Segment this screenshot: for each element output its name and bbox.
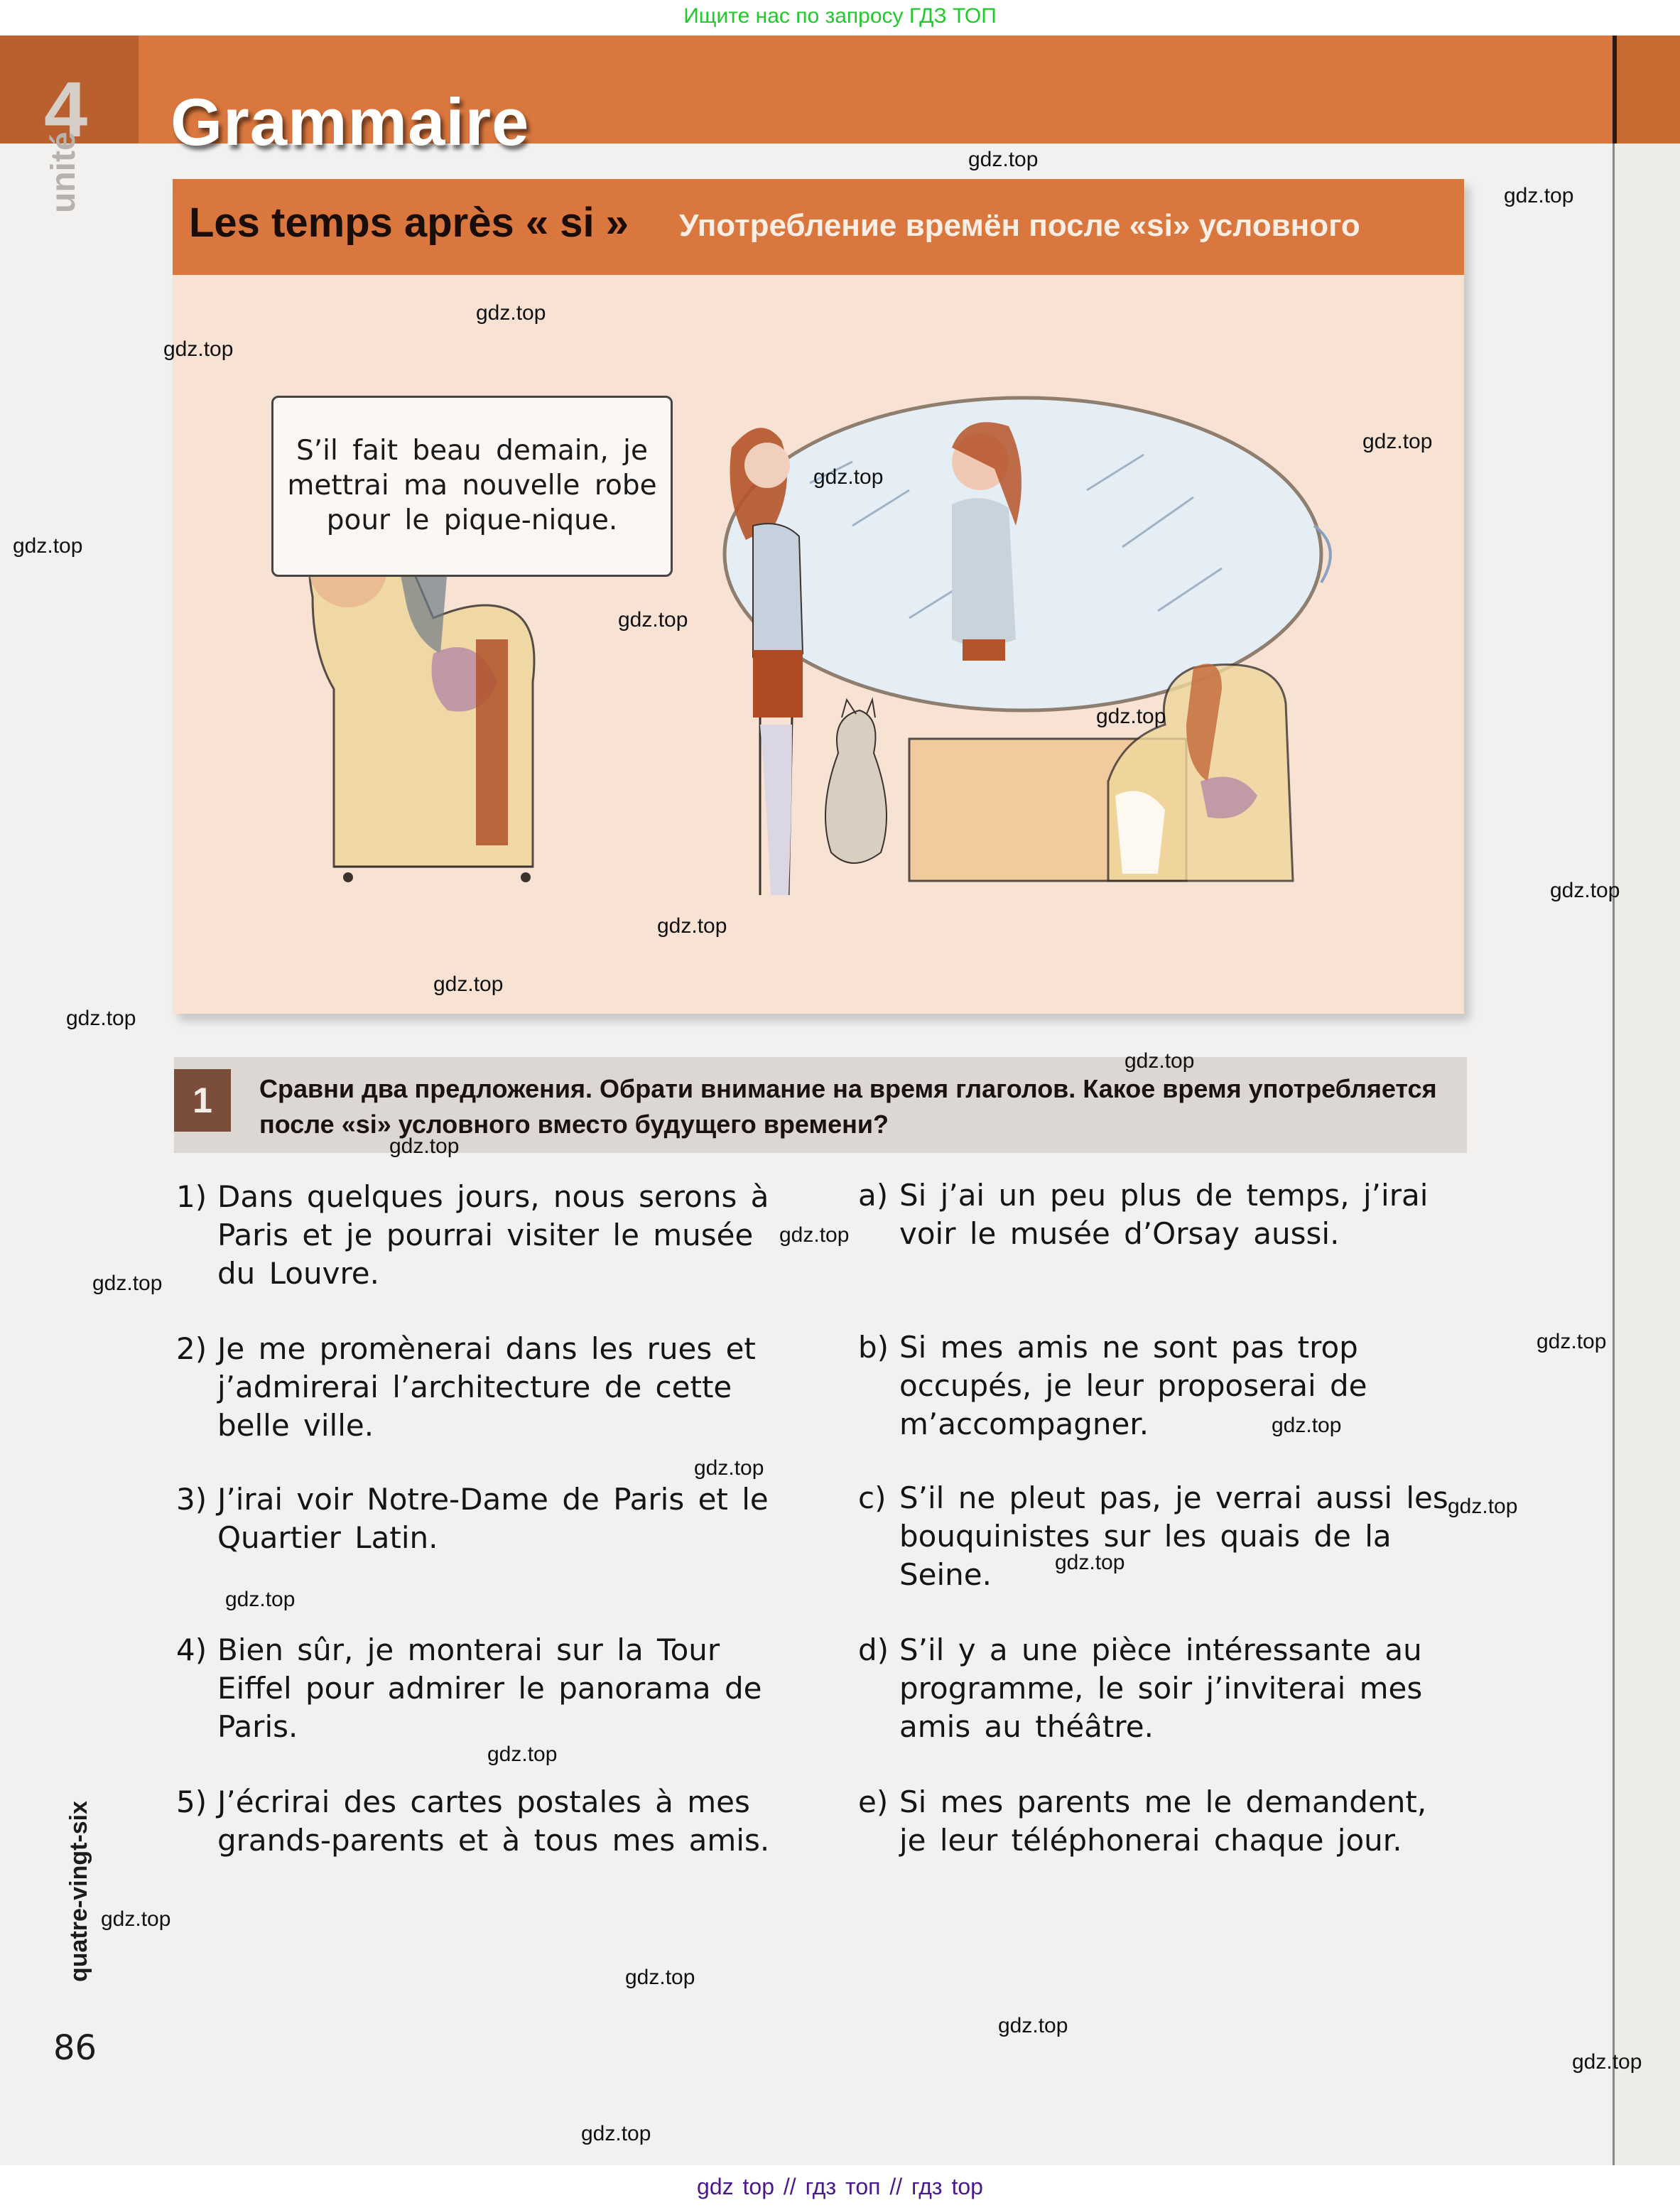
watermark: gdz.top <box>92 1272 163 1295</box>
item-marker: 2) <box>176 1331 207 1366</box>
watermark: gdz.top <box>487 1743 558 1766</box>
watermark: gdz.top <box>779 1223 850 1247</box>
watermark: gdz.top <box>1537 1330 1607 1353</box>
item-text: Si mes amis ne sont pas trop occupés, je leur proposerai de m’accompagner. <box>899 1330 1367 1441</box>
watermark: gdz.top <box>1272 1414 1342 1437</box>
cat-icon <box>825 700 887 863</box>
watermark: gdz.top <box>433 973 504 996</box>
watermark: gdz.top <box>225 1588 296 1611</box>
watermark: gdz.top <box>694 1456 764 1480</box>
page-number: 86 <box>53 2028 97 2068</box>
watermark: gdz.top <box>813 465 884 489</box>
watermark: gdz.top <box>1572 2050 1642 2074</box>
unit-label: unité <box>45 131 82 213</box>
oval-mirror-icon <box>725 398 1331 710</box>
item-marker: 5) <box>176 1784 207 1819</box>
watermark: gdz.top <box>998 2014 1068 2037</box>
top-banner: Ищите нас по запросу ГДЗ ТОП <box>0 0 1680 36</box>
watermark: gdz.top <box>1448 1495 1518 1518</box>
sentence-item-2 <box>176 1330 773 1445</box>
speech-bubble-text <box>271 433 673 538</box>
unit-number: 4 <box>44 66 88 153</box>
watermark: gdz.top <box>1124 1049 1195 1073</box>
sentence-item-e <box>858 1783 1455 1860</box>
item-text: Si mes parents me le demandent, je leur téléphonerai chaque jour. <box>899 1784 1427 1858</box>
watermark: gdz.top <box>66 1007 136 1030</box>
item-marker: d) <box>858 1632 889 1667</box>
watermark: gdz.top <box>968 148 1039 171</box>
watermark: gdz.top <box>389 1134 460 1158</box>
grammar-title-fr: Les temps après « si » <box>189 200 629 246</box>
sentence-item-b <box>858 1328 1455 1443</box>
item-marker: 4) <box>176 1632 207 1667</box>
watermark: gdz.top <box>476 301 546 325</box>
bottom-banner: gdz top // гдз топ // гдз top <box>0 2165 1680 2210</box>
item-text: S’il y a une pièce intéressante au programme, le soir j’inviterai mes amis au théâtre. <box>899 1632 1423 1744</box>
watermark: gdz.top <box>101 1907 171 1931</box>
item-text: Bien sûr, je monterai sur la Tour Eiffel pour admirer le panorama de Paris. <box>217 1632 762 1744</box>
item-text: J’irai voir Notre-Dame de Paris et le Quartier Latin. <box>217 1482 769 1555</box>
item-marker: a) <box>858 1178 889 1213</box>
item-text: Si j’ai un peu plus de temps, j’irai voir le musée d’Orsay aussi. <box>899 1178 1429 1251</box>
sentence-item-3 <box>176 1480 773 1557</box>
speech-line: S’il fait beau demain, je <box>296 435 648 467</box>
watermark: gdz.top <box>1055 1551 1125 1574</box>
item-text: J’écrirai des cartes postales à mes grands-parents et à tous mes amis. <box>217 1784 770 1858</box>
speech-line: mettrai ma nouvelle robe <box>287 470 657 502</box>
item-marker: b) <box>858 1330 889 1365</box>
item-marker: 1) <box>176 1179 207 1214</box>
watermark: gdz.top <box>581 2122 651 2145</box>
item-text: Dans quelques jours, nous serons à Paris et je pourrai visiter le musée du Louvre. <box>217 1179 769 1291</box>
sentence-item-5 <box>176 1783 773 1860</box>
watermark: gdz.top <box>13 534 83 558</box>
watermark: gdz.top <box>1550 879 1620 902</box>
sentence-item-4 <box>176 1631 773 1746</box>
item-marker: c) <box>858 1480 887 1515</box>
item-marker: e) <box>858 1784 889 1819</box>
sentence-item-c <box>858 1479 1455 1594</box>
watermark: gdz.top <box>625 1966 695 1989</box>
watermark: gdz.top <box>1362 430 1433 453</box>
watermark: gdz.top <box>618 608 688 632</box>
page-number-words: quatre-vingt-six <box>65 1800 92 1982</box>
watermark: gdz.top <box>163 337 234 361</box>
item-text: S’il ne pleut pas, je verrai aussi les bouquinistes sur les quais de la Seine. <box>899 1480 1448 1592</box>
sentence-item-d <box>858 1631 1455 1746</box>
watermark: gdz.top <box>1504 184 1574 207</box>
speech-line: pour le pique-nique. <box>326 504 618 536</box>
item-text: Je me promènerai dans les rues et j’admirerai l’architecture de cette belle ville. <box>217 1331 756 1443</box>
next-page-edge <box>1613 36 1680 2165</box>
grammar-title-ru: Употребление времён после «si» условного <box>679 208 1360 243</box>
exercise-number-badge: 1 <box>174 1069 231 1132</box>
sentence-item-1 <box>176 1178 773 1293</box>
sentence-item-a <box>858 1176 1455 1253</box>
watermark: gdz.top <box>657 914 727 938</box>
header-band-next-page <box>1613 36 1680 143</box>
watermark: gdz.top <box>1096 705 1166 728</box>
exercise-instruction: Сравни два предложения. Обрати внимание на время глаголов. Какое время употребляется после «si» условного вместо будущего времени? <box>259 1074 1437 1139</box>
page-title: Grammaire <box>170 85 530 159</box>
item-marker: 3) <box>176 1482 207 1517</box>
